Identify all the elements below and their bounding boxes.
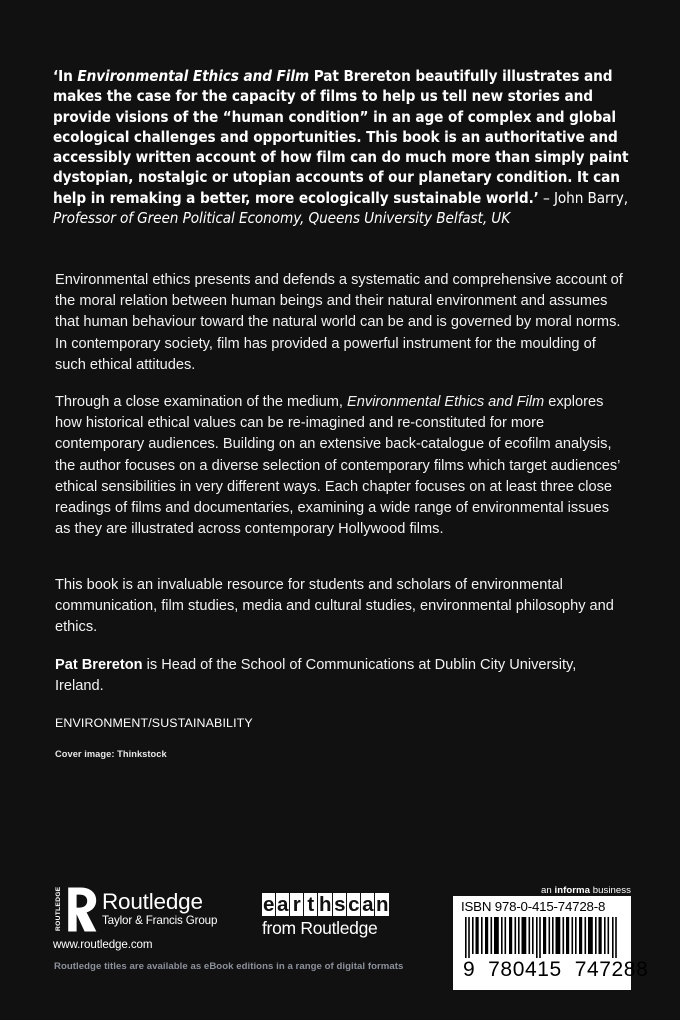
earthscan-letter: n bbox=[376, 893, 389, 916]
barcode-digits: 9 780415 747288 bbox=[463, 958, 649, 981]
informa-brand: informa bbox=[554, 885, 591, 896]
routledge-website-link[interactable]: www.routledge.com bbox=[53, 938, 153, 951]
earthscan-letter: r bbox=[290, 893, 303, 916]
routledge-logo-mark bbox=[53, 887, 97, 932]
cover-image-credit: Cover image: Thinkstock bbox=[55, 749, 167, 759]
description-paragraph-1 bbox=[55, 270, 627, 376]
routledge-logo[interactable] bbox=[53, 887, 217, 932]
earthscan-letter: a bbox=[277, 893, 288, 916]
earthscan-letter: a bbox=[362, 893, 373, 916]
isbn-barcode-panel bbox=[453, 896, 649, 990]
informa-business-tagline bbox=[541, 885, 631, 896]
informa-suffix: business bbox=[590, 885, 631, 896]
description-paragraph-2-rest: explores how historical ethical values can be re-imagined and re-constituted for more contemporary audiences. Building on an extensive back-catalogue of ecofilm analysis, the author focuses on a diverse selection of contemporary films which target audiences’ ethical sensibilities in very different ways. Each chapter focuses on at least three close readings of films and documentaries, examining a wide range of environmental issues as they are illustrated across contemporary Hollywood films. bbox=[55, 394, 620, 538]
earthscan-letter: e bbox=[263, 893, 274, 916]
author-name: Pat Brereton bbox=[55, 657, 143, 673]
routledge-name: Routledge bbox=[102, 889, 203, 914]
endorsement-attribution-name: – John Barry, bbox=[538, 188, 629, 207]
routledge-subtitle: Taylor & Francis Group bbox=[102, 914, 218, 927]
author-bio-text: is Head of the School of Communications at Dublin City University, Ireland. bbox=[55, 657, 577, 695]
earthscan-letter-boxes bbox=[262, 893, 389, 916]
isbn-number: ISBN 978-0-415-74728-8 bbox=[461, 899, 606, 914]
earthscan-letter: h bbox=[319, 893, 332, 916]
endorsement-blurb bbox=[53, 66, 631, 228]
description-paragraph-3-text: This book is an invaluable resource for students and scholars of environmental communication, film studies, media and cultural studies, environmental philosophy and ethics. bbox=[55, 577, 614, 636]
description-paragraph-1-text: Environmental ethics presents and defends a systematic and comprehensive account of the moral relation between human beings and their natural environment and assumes that human behaviour toward the natural world can be and is governed by moral norms. In contemporary society, film has provided a powerful instrument for the moulding of such ethical attitudes. bbox=[55, 272, 623, 373]
author-bio bbox=[55, 655, 627, 697]
ean13-barcode-icon bbox=[464, 917, 620, 958]
ebook-availability-note: Routledge titles are available as eBook editions in a range of digital formats bbox=[54, 961, 404, 972]
endorsement-book-title: Environmental Ethics and Film bbox=[77, 67, 310, 85]
earthscan-letter: s bbox=[334, 893, 345, 916]
description-paragraph-3 bbox=[55, 575, 627, 639]
routledge-wordmark bbox=[102, 887, 217, 928]
earthscan-logo[interactable] bbox=[262, 893, 389, 938]
barcode-graphic bbox=[453, 917, 631, 958]
subject-category: ENVIRONMENT/SUSTAINABILITY bbox=[55, 716, 253, 730]
description-paragraph-2-intro: Through a close examination of the medium, bbox=[55, 394, 348, 410]
endorsement-body-text: Pat Brereton beautifully illustrates and makes the case for the capacity of films to help us tell new stories and provide visions of the “human condition” in an age of complex and global ecological challenges and opportunities. This book is an authoritative and accessibly written account of how film can do much more than simply paint dystopian, nostalgic or utopian accounts of our planetary condition. It can help in remaking a better, more ecologically sustainable world.’ bbox=[53, 67, 629, 207]
description-paragraph-2 bbox=[55, 392, 627, 540]
endorsement-attribution-role: Professor of Green Political Economy, Queens University Belfast, UK bbox=[53, 209, 511, 228]
earthscan-subtitle: from Routledge bbox=[262, 918, 378, 938]
earthscan-letter: t bbox=[304, 893, 317, 916]
earthscan-letter: c bbox=[348, 893, 359, 916]
routledge-r-icon bbox=[66, 887, 97, 932]
endorsement-open-quote: ‘In bbox=[53, 67, 78, 85]
informa-prefix: an bbox=[540, 885, 555, 896]
description-book-title: Environmental Ethics and Film bbox=[347, 394, 545, 410]
routledge-vertical-text: ROUTLEDGE bbox=[55, 886, 62, 931]
